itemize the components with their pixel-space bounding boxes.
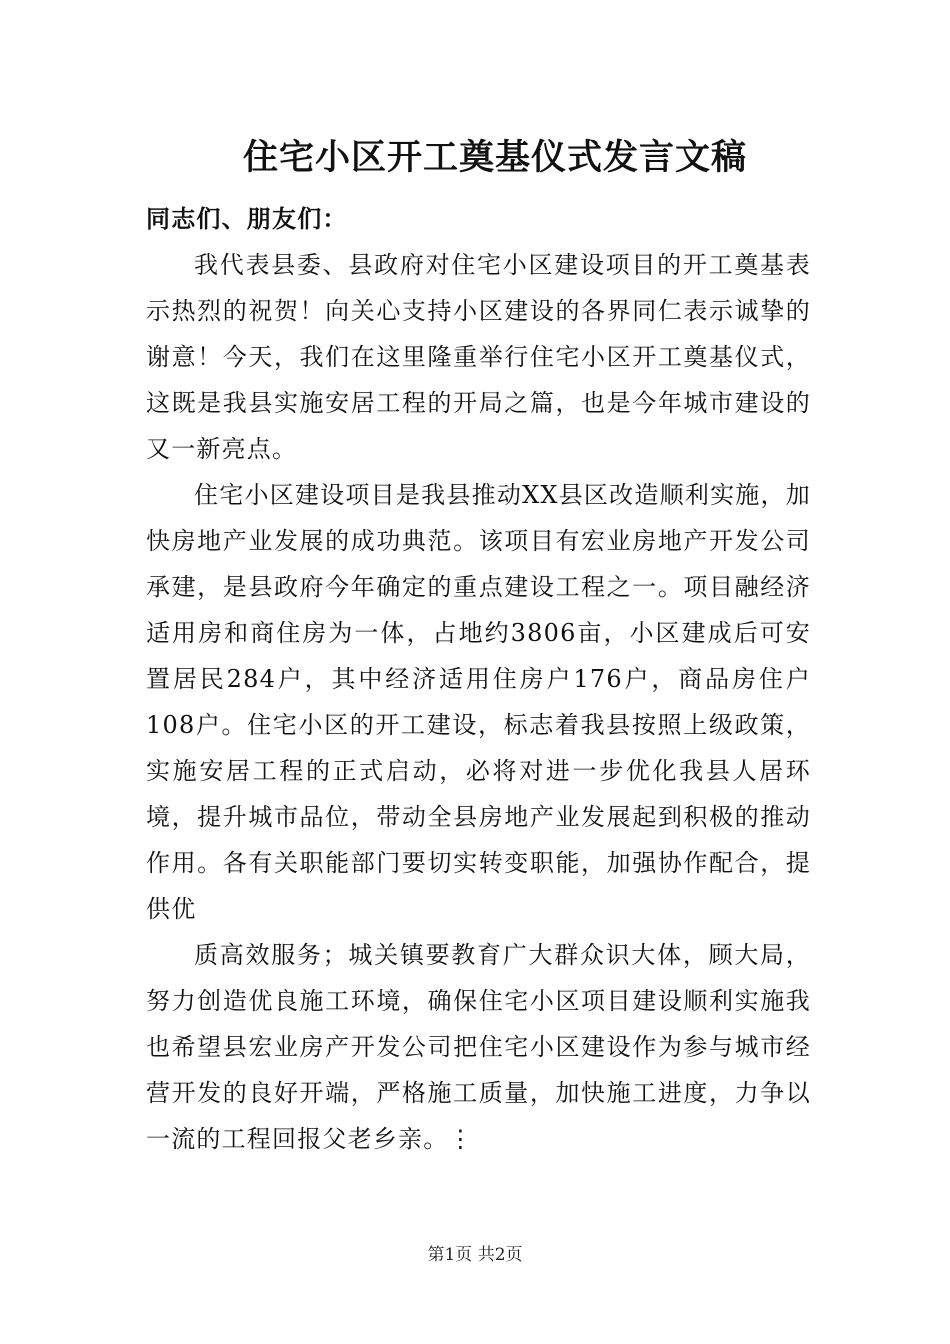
paragraph-2: 住宅小区建设项目是我县推动XX县区改造顺利实施，加快房地产业发展的成功典范。该项目有宏业房地产开发公司承建，是县政府今年确定的重点建设工程之一。项目融经济适用房和商住房为一体，占地约3806亩，小区建成后可安置居民284户，其中经济适用住房户176户，商品房住户108户。住宅小区的开工建设，标志着我县按照上级政策，实施安居工程的正式启动，必将对进一步优化我县人居环境，提升城市品位，带动全县房地产业发展起到积极的推动作用。各有关职能部门要切实转变职能，加强协作配合，提供优 — [146, 481, 811, 923]
document-title: 住宅小区开工奠基仪式发言文稿 — [242, 137, 747, 178]
page-footer: 第1页 共2页 — [427, 1245, 523, 1265]
document-body — [146, 196, 811, 1162]
paragraph-1: 我代表县委、县政府对住宅小区建设项目的开工奠基表示热烈的祝贺！向关心支持小区建设的各界同仁表示诚挚的谢意！今天，我们在这里隆重举行住宅小区开工奠基仪式，这既是我县实施安居工程的开局之篇，也是今年城市建设的又一新亮点。 — [146, 251, 811, 463]
paragraph-3: 质高效服务；城关镇要教育广大群众识大体，顾大局，努力创造优良施工环境，确保住宅小区项目建设顺利实施我也希望县宏业房产开发公司把住宅小区建设作为参与城市经营开发的良好开端，严格施工质量，加快施工进度，力争以一流的工程回报父老乡亲。⋮ — [146, 941, 811, 1153]
salutation: 同志们、朋友们： — [146, 204, 348, 233]
